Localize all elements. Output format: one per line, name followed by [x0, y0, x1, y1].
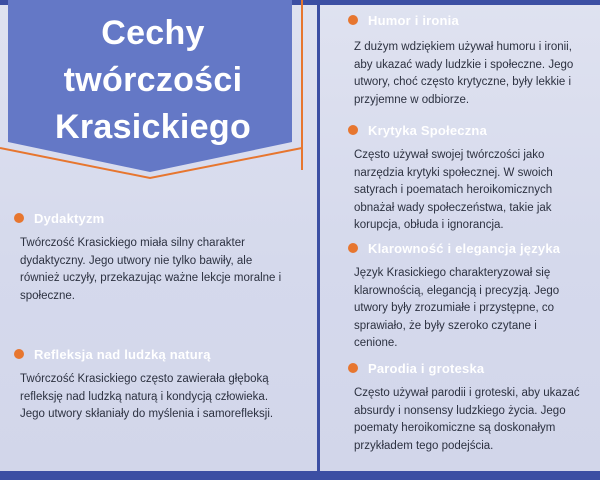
section-heading: Humor i ironia [368, 12, 459, 28]
section-text: Twórczość Krasickiego często zawierała głęboką refleksję nad ludzką naturą i kondycją człowieka. Jego utwory skłaniały do myślenia i samorefleksji. [20, 373, 274, 420]
section-heading: Klarowność i elegancja języka [368, 240, 561, 256]
section-text: Często używał parodii i groteski, aby ukazać absurdy i nonsensy ludzkiego życia. Jego poematy heroikomiczne są doskonałym przykładem tego podejścia. [354, 387, 580, 452]
section-parodia [348, 360, 580, 455]
title-line-2: twórczości [63, 61, 243, 99]
section-heading: Refleksja nad ludzką naturą [34, 346, 211, 362]
section-klarownosc [348, 240, 580, 353]
bullet-dot-icon [348, 125, 358, 135]
bullet-dot-icon [14, 213, 24, 223]
section-text: Z dużym wdziękiem używał humoru i ironii, aby ukazać wady ludzkie i społeczne. Jego utwory, choć często krytyczne, były lekkie i przyjemne w odbiorze. [354, 41, 574, 106]
bullet-dot-icon [348, 363, 358, 373]
section-text: Język Krasickiego charakteryzował się klarownością, elegancją i precyzją. Jego utwory były zrozumiałe i przystępne, co sprawiało, że były szeroko czytane i cenione. [354, 267, 560, 349]
title-line-3: Krasickiego [54, 108, 252, 146]
section-heading: Parodia i groteska [368, 360, 485, 376]
bullet-dot-icon [348, 243, 358, 253]
section-humor [348, 12, 580, 109]
section-heading: Krytyka Społeczna [368, 122, 488, 138]
blue-divider-line [317, 0, 320, 480]
page-title [14, 10, 292, 151]
bullet-dot-icon [348, 15, 358, 25]
bottom-stripe [0, 471, 600, 480]
section-refleksja [14, 346, 284, 424]
section-krytyka [348, 122, 580, 235]
section-heading: Dydaktyzm [34, 210, 105, 226]
section-dydaktyzm [14, 210, 284, 305]
bullet-dot-icon [14, 349, 24, 359]
section-text: Twórczość Krasickiego miała silny charakter dydaktyczny. Jego utwory nie tylko bawiły, ale również uczyły, przekazując ważne lekcje moralne i społeczne. [20, 237, 282, 302]
title-line-1: Cechy [101, 14, 205, 52]
section-text: Często używał swojej twórczości jako narzędzia krytyki społecznej. W swoich satyrach i poematach heroikomicznych obnażał wady społeczeństwa, takie jak korupcja, obłuda i ignorancja. [354, 149, 553, 231]
